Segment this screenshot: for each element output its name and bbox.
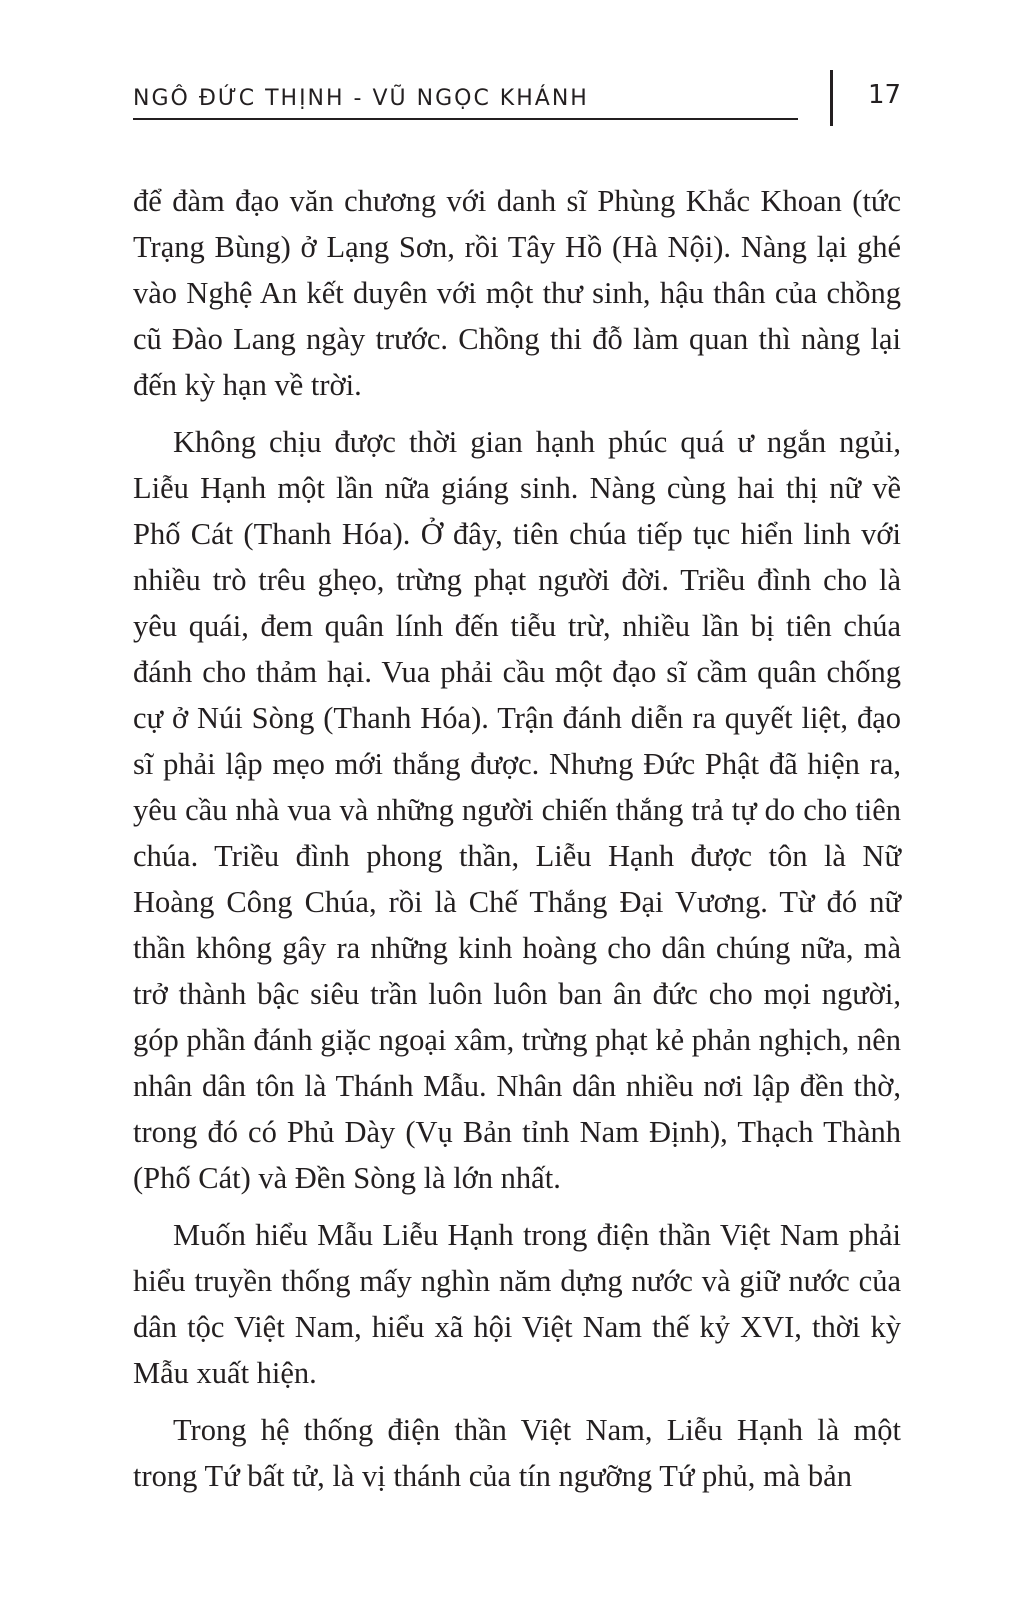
- running-title: NGÔ ĐỨC THỊNH - VŨ NGỌC KHÁNH: [133, 86, 589, 111]
- header-rule: [133, 118, 798, 120]
- paragraph-continuation: để đàm đạo văn chương với danh sĩ Phùng Khắc Khoan (tức Trạng Bùng) ở Lạng Sơn, rồi Tây Hồ (Hà Nội). Nàng lại ghé vào Nghệ An kết duyên với một thư sinh, hậu thân của chồng cũ Đào Lang ngày trước. Chồng thi đỗ làm quan thì nàng lại đến kỳ hạn về trời.: [133, 184, 901, 402]
- paragraph-lieu-hanh-story: Không chịu được thời gian hạnh phúc quá ư ngắn ngủi, Liễu Hạnh một lần nữa giáng sinh. Nàng cùng hai thị nữ về Phố Cát (Thanh Hóa). Ở đây, tiên chúa tiếp tục hiển linh với nhiều trò trêu ghẹo, trừng phạt người đời. Triều đình cho là yêu quái, đem quân lính đến tiễu trừ, nhiều lần bị tiên chúa đánh cho thảm hại. Vua phải cầu một đạo sĩ cầm quân chống cự ở Núi Sòng (Thanh Hóa). Trận đánh diễn ra quyết liệt, đạo sĩ phải lập mẹo mới thắng được. Nhưng Đức Phật đã hiện ra, yêu cầu nhà vua và những người chiến thắng trả tự do cho tiên chúa. Triều đình phong thần, Liễu Hạnh được tôn là Nữ Hoàng Công Chúa, rồi là Chế Thắng Đại Vương. Từ đó nữ thần không gây ra những kinh hoàng cho dân chúng nữa, mà trở thành bậc siêu trần luôn luôn ban ân đức cho mọi người, góp phần đánh giặc ngoại xâm, trừng phạt kẻ phản nghịch, nên nhân dân tôn là Thánh Mẫu. Nhân dân nhiều nơi lập đền thờ, trong đó có Phủ Dày (Vụ Bản tỉnh Nam Định), Thạch Thành (Phố Cát) và Đền Sòng là lớn nhất.: [133, 425, 901, 1195]
- paragraph-understanding: Muốn hiểu Mẫu Liễu Hạnh trong điện thần Việt Nam phải hiểu truyền thống mấy nghìn năm dựng nước và giữ nước của dân tộc Việt Nam, hiểu xã hội Việt Nam thế kỷ XVI, thời kỳ Mẫu xuất hiện.: [133, 1218, 901, 1390]
- paragraph-pantheon: Trong hệ thống điện thần Việt Nam, Liễu Hạnh là một trong Tứ bất tử, là vị thánh của tín ngưỡng Tứ phủ, mà bản: [133, 1413, 901, 1493]
- page-number: 17: [868, 80, 902, 110]
- header-divider: [830, 70, 833, 126]
- page-body: [133, 178, 901, 1510]
- page-header: [0, 70, 1024, 130]
